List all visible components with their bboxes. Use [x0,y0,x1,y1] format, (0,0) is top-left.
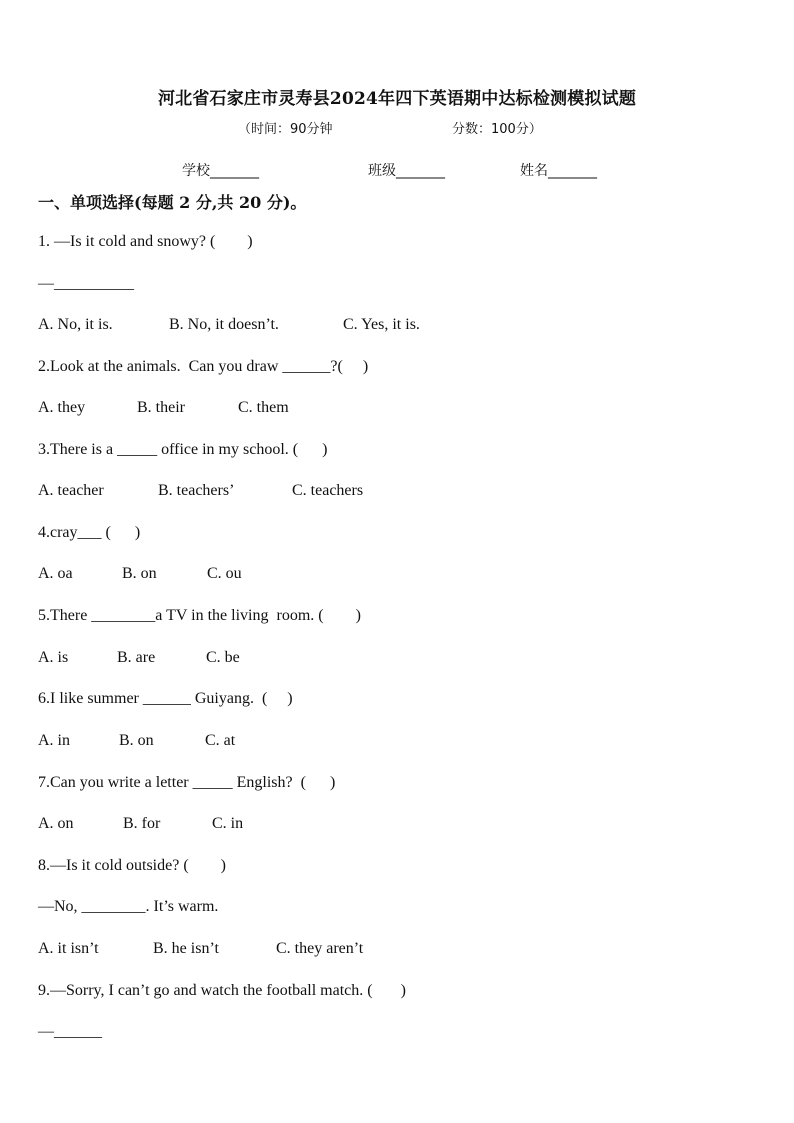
option-b: B. on [122,565,157,582]
exam-score: 分数：100分） [452,122,542,137]
class-field: 班级_______ [368,163,445,179]
question-stem: 8.—Is it cold outside? ( ) [38,857,226,874]
option-a: A. oa [38,565,73,582]
option-c: C. be [206,649,240,666]
question-stem: 3.There is a _____ office in my school. ( ) [38,441,328,458]
option-b: B. are [117,649,156,666]
school-field: 学校_______ [182,163,259,179]
option-c: C. in [212,815,244,832]
option-a: A. on [38,815,74,832]
exam-title: 河北省石家庄市灵寿县2024年四下英语期中达标检测模拟试题 [157,89,637,109]
option-b: B. teachers’ [158,482,235,499]
option-b: B. he isn’t [153,940,219,957]
question-answer-line: —__________ [38,275,134,292]
question-stem: 1. —Is it cold and snowy? ( ) [38,233,253,250]
question-stem: 7.Can you write a letter _____ English? ( ) [38,774,336,791]
option-b: B. for [123,815,161,832]
question-stem: 2.Look at the animals. Can you draw ______?( ) [38,358,369,375]
option-c: C. teachers [292,482,364,499]
question-stem: 9.—Sorry, I can’t go and watch the football match. ( ) [38,982,406,999]
option-c: C. at [205,732,236,749]
question-stem: 6.I like summer ______ Guiyang. ( ) [38,690,293,707]
question-stem: 5.There ________a TV in the living room. ( ) [38,607,361,624]
section-heading: 一、单项选择(每题 2 分,共 20 分)。 [38,193,307,212]
option-a: A. teacher [38,482,104,499]
option-a: A. in [38,732,70,749]
option-c: C. ou [207,565,242,582]
question-stem: 4.cray___ ( ) [38,524,141,541]
exam-time: （时间：90分钟 [238,122,333,137]
option-b: B. No, it doesn’t. [169,316,279,333]
question-answer-line: —No, ________. It’s warm. [38,898,219,915]
option-c: C. them [238,399,289,416]
option-a: A. it isn’t [38,940,99,957]
option-a: A. they [38,399,86,416]
option-a: A. No, it is. [38,316,113,333]
option-b: B. their [137,399,185,416]
question-answer-line: —______ [38,1023,102,1040]
option-c: C. they aren’t [276,940,364,957]
option-c: C. Yes, it is. [343,316,420,333]
option-b: B. on [119,732,154,749]
option-a: A. is [38,649,69,666]
name-field: 姓名_______ [520,163,597,179]
